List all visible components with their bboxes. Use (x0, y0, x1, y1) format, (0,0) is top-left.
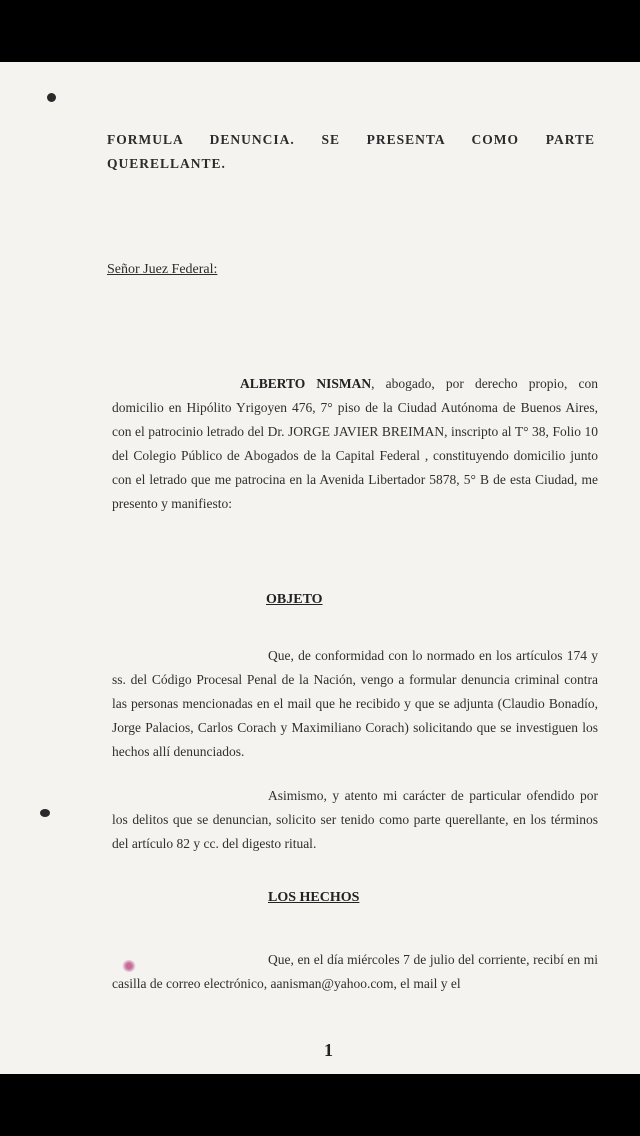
objeto-paragraph-2-text: Asimismo, y atento mi carácter de particular ofendido por los delitos que se denuncian, solicito ser tenido como parte querellante, en los términos del artículo 82 y cc. del digesto ritual. (112, 788, 598, 851)
objeto-paragraph-1-text: Que, de conformidad con lo normado en los artículos 174 y ss. del Código Procesal Penal de la Nación, vengo a formular denuncia criminal contra las personas mencionadas en el mail que he recibido y que se adjunta (Claudio Bonadío, Jorge Palacios, Carlos Corach y Maximiliano Corach) solicitando que se investiguen los hechos allí denunciados. (112, 648, 598, 759)
page-number: 1 (324, 1040, 333, 1060)
hechos-paragraph-1 (112, 948, 598, 996)
intro-lawyer: JORGE JAVIER BREIMAN (288, 424, 445, 439)
punch-hole-mark (40, 809, 50, 817)
document-title: FORMULA DENUNCIA. SE PRESENTA COMO PARTE QUERELLANTE. (107, 132, 595, 171)
section-heading-objeto: OBJETO (266, 592, 323, 607)
intro-text-2: , inscripto al T° 38, Folio 10 del Colegio Público de Abogados de la Capital Federal , constituyendo domicilio junto con el letrado que me patrocina en la Avenida Libertador 5878, 5° B de esta Ciudad, me presento y manifiesto: (112, 424, 598, 511)
salutation: Señor Juez Federal: (107, 262, 218, 277)
intro-text-1: , abogado, por derecho propio, con domicilio en Hipólito Yrigoyen 476, 7° piso de la Ciudad Autónoma de Buenos Aires, con el patrocinio letrado del Dr. (112, 376, 598, 439)
intro-name: ALBERTO NISMAN (240, 376, 372, 391)
section-heading-hechos: LOS HECHOS (268, 890, 360, 905)
document-page (0, 62, 640, 1074)
punch-hole-mark (47, 93, 56, 102)
objeto-paragraph-2 (112, 784, 598, 856)
intro-paragraph (112, 372, 598, 516)
objeto-paragraph-1 (112, 644, 598, 764)
hechos-paragraph-1-text: Que, en el día miércoles 7 de julio del corriente, recibí en mi casilla de correo electrónico, aanisman@yahoo.com, el mail y el (112, 952, 598, 991)
